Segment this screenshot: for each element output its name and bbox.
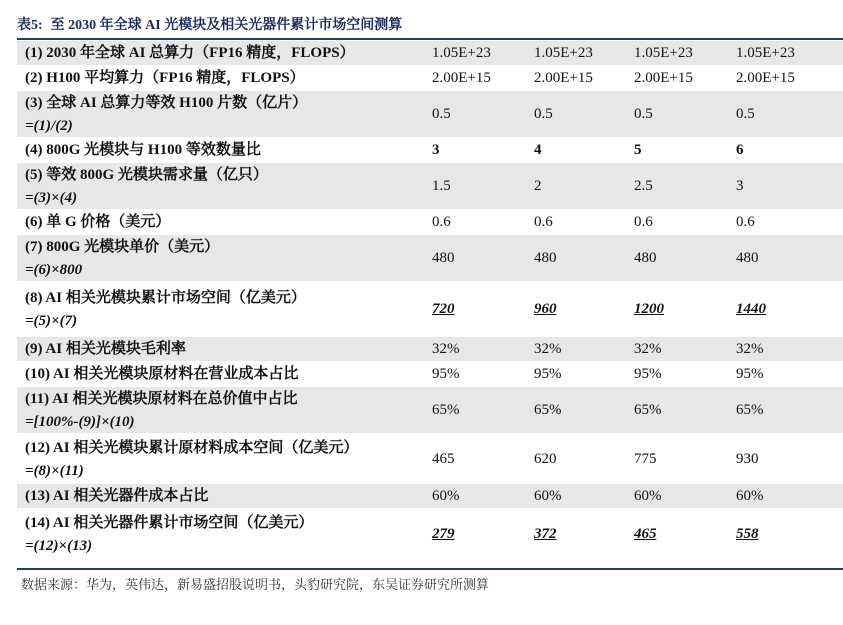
cell-value: 1440 [736,301,766,317]
row-formula: =(8)×(11) [25,462,84,479]
row-label: (1) 2030 年全球 AI 总算力（FP16 精度，FLOPS） [25,45,355,61]
value-cell [726,387,843,434]
value-cell [624,66,726,91]
cell-value: 4 [534,142,542,158]
value-cell [422,362,524,387]
row-label-cell [17,66,422,91]
cell-value: 95% [736,366,764,382]
cell-value: 32% [534,341,562,357]
value-cell [624,362,726,387]
table-body [17,41,843,559]
cell-value: 620 [534,450,557,467]
cell-value: 65% [432,402,460,418]
row-label: (13) AI 相关光器件成本占比 [25,488,209,504]
row-label: (2) H100 平均算力（FP16 精度，FLOPS） [25,70,305,86]
row-label-cell [17,387,422,434]
cell-value: 480 [432,250,455,266]
cell-value: 2.00E+15 [534,70,593,86]
cell-value: 0.6 [634,214,653,230]
value-cell [422,91,524,138]
data-source-note: 数据来源：华为，英伟达，新易盛招股说明书，头豹研究院，东吴证券研究所测算 [21,577,490,592]
table-row [17,235,843,282]
value-cell [726,362,843,387]
cell-value: 1.05E+23 [736,45,795,61]
value-cell [624,235,726,282]
cell-value: 480 [534,250,557,266]
value-cell [524,210,624,235]
value-cell [624,337,726,362]
value-cell [524,163,624,210]
cell-value: 0.5 [534,106,553,122]
value-cell [422,210,524,235]
row-label: (4) 800G 光模块与 H100 等效数量比 [25,142,261,158]
cell-value: 3 [432,142,440,158]
cell-value: 2.5 [634,178,653,194]
value-cell [624,41,726,66]
cell-value: 60% [634,488,662,504]
cell-value: 558 [736,525,759,542]
cell-value: 465 [634,525,657,542]
value-cell [624,434,726,484]
row-label-cell [17,282,422,337]
cell-value: 1.05E+23 [432,45,491,61]
value-cell [726,91,843,138]
value-cell [726,235,843,282]
cell-value: 60% [432,488,460,504]
table-row [17,138,843,163]
cell-value: 279 [432,525,455,542]
value-cell [524,387,624,434]
table-title: 至 2030 年全球 AI 光模块及相关光器件累计市场空间测算 [50,18,403,33]
cell-value: 32% [432,341,460,357]
value-cell [624,484,726,509]
value-cell [726,484,843,509]
value-cell [524,66,624,91]
cell-value: 0.6 [736,214,755,230]
row-label-cell [17,509,422,559]
table-row [17,362,843,387]
value-cell [726,210,843,235]
table-row [17,91,843,138]
cell-value: 60% [736,488,764,504]
value-cell [524,138,624,163]
row-label-cell [17,163,422,210]
row-label-cell [17,210,422,235]
value-cell [726,163,843,210]
row-formula: =(1)/(2) [25,118,73,134]
row-label: (10) AI 相关光模块原材料在营业成本占比 [25,366,299,382]
row-formula: =(6)×800 [25,262,83,278]
cell-value: 1.05E+23 [634,45,693,61]
value-cell [524,509,624,559]
value-cell [624,210,726,235]
value-cell [524,337,624,362]
cell-value: 960 [534,301,557,317]
table-row [17,282,843,337]
estimate-table [17,40,843,559]
cell-value: 65% [534,402,562,418]
cell-value: 5 [634,142,642,158]
table-row [17,337,843,362]
cell-value: 465 [432,450,455,467]
value-cell [726,138,843,163]
cell-value: 2 [534,178,542,194]
value-cell [726,337,843,362]
cell-value: 65% [634,402,662,418]
row-label: (3) 全球 AI 总算力等效 H100 片数（亿片） [25,95,308,111]
table-row [17,387,843,434]
row-formula: =(3)×(4) [25,190,78,206]
cell-value: 32% [634,341,662,357]
value-cell [422,138,524,163]
value-cell [422,509,524,559]
cropped-header-remnant [0,0,843,8]
value-cell [422,66,524,91]
value-cell [726,434,843,484]
row-label: (14) AI 相关光器件累计市场空间（亿美元） [25,514,314,531]
cell-value: 0.6 [432,214,451,230]
table-row [17,210,843,235]
row-formula: =(12)×(13) [25,537,93,554]
value-cell [422,484,524,509]
value-cell [524,235,624,282]
row-label: (6) 单 G 价格（美元） [25,214,171,230]
value-cell [524,91,624,138]
table-row [17,434,843,484]
table-row [17,163,843,210]
cell-value: 775 [634,450,657,467]
cell-value: 0.5 [634,106,653,122]
cell-value: 95% [634,366,662,382]
cell-value: 1.05E+23 [534,45,593,61]
cell-value: 930 [736,450,759,467]
cell-value: 372 [534,525,557,542]
cell-value: 32% [736,341,764,357]
table-number: 表5: [17,18,43,33]
row-label: (12) AI 相关光模块累计原材料成本空间（亿美元） [25,439,359,456]
value-cell [422,434,524,484]
row-label-cell [17,434,422,484]
row-label: (11) AI 相关光模块原材料在总价值中占比 [25,391,298,407]
cell-value: 6 [736,142,744,158]
cell-value: 65% [736,402,764,418]
row-formula: =[100%-(9)]×(10) [25,414,135,430]
value-cell [726,509,843,559]
cell-value: 1.5 [432,178,451,194]
row-label: (7) 800G 光模块单价（美元） [25,239,220,255]
value-cell [422,282,524,337]
value-cell [422,163,524,210]
value-cell [726,41,843,66]
value-cell [624,138,726,163]
cell-value: 95% [432,366,460,382]
value-cell [726,282,843,337]
row-label: (5) 等效 800G 光模块需求量（亿只） [25,167,268,183]
table-caption [17,12,402,36]
cell-value: 0.5 [736,106,755,122]
value-cell [422,387,524,434]
value-cell [422,337,524,362]
row-label-cell [17,484,422,509]
row-label-cell [17,138,422,163]
table-row [17,509,843,559]
bottom-rule [17,568,843,570]
row-label-cell [17,41,422,66]
row-label-cell [17,91,422,138]
cell-value: 1200 [634,301,664,317]
value-cell [524,484,624,509]
value-cell [524,282,624,337]
row-label-cell [17,235,422,282]
cell-value: 2.00E+15 [634,70,693,86]
value-cell [422,41,524,66]
value-cell [422,235,524,282]
value-cell [524,434,624,484]
value-cell [624,387,726,434]
value-cell [524,41,624,66]
value-cell [624,282,726,337]
table-row [17,41,843,66]
row-formula: =(5)×(7) [25,313,78,329]
table-row [17,66,843,91]
value-cell [726,66,843,91]
value-cell [524,362,624,387]
row-label-cell [17,337,422,362]
cell-value: 0.5 [432,106,451,122]
cell-value: 2.00E+15 [432,70,491,86]
value-cell [624,509,726,559]
cell-value: 2.00E+15 [736,70,795,86]
row-label: (9) AI 相关光模块毛利率 [25,341,186,357]
cell-value: 480 [634,250,657,266]
cell-value: 3 [736,178,744,194]
row-label-cell [17,362,422,387]
cell-value: 480 [736,250,759,266]
cell-value: 720 [432,301,455,317]
value-cell [624,163,726,210]
value-cell [624,91,726,138]
cell-value: 60% [534,488,562,504]
cell-value: 95% [534,366,562,382]
row-label: (8) AI 相关光模块累计市场空间（亿美元） [25,290,306,306]
cell-value: 0.6 [534,214,553,230]
table-row [17,484,843,509]
